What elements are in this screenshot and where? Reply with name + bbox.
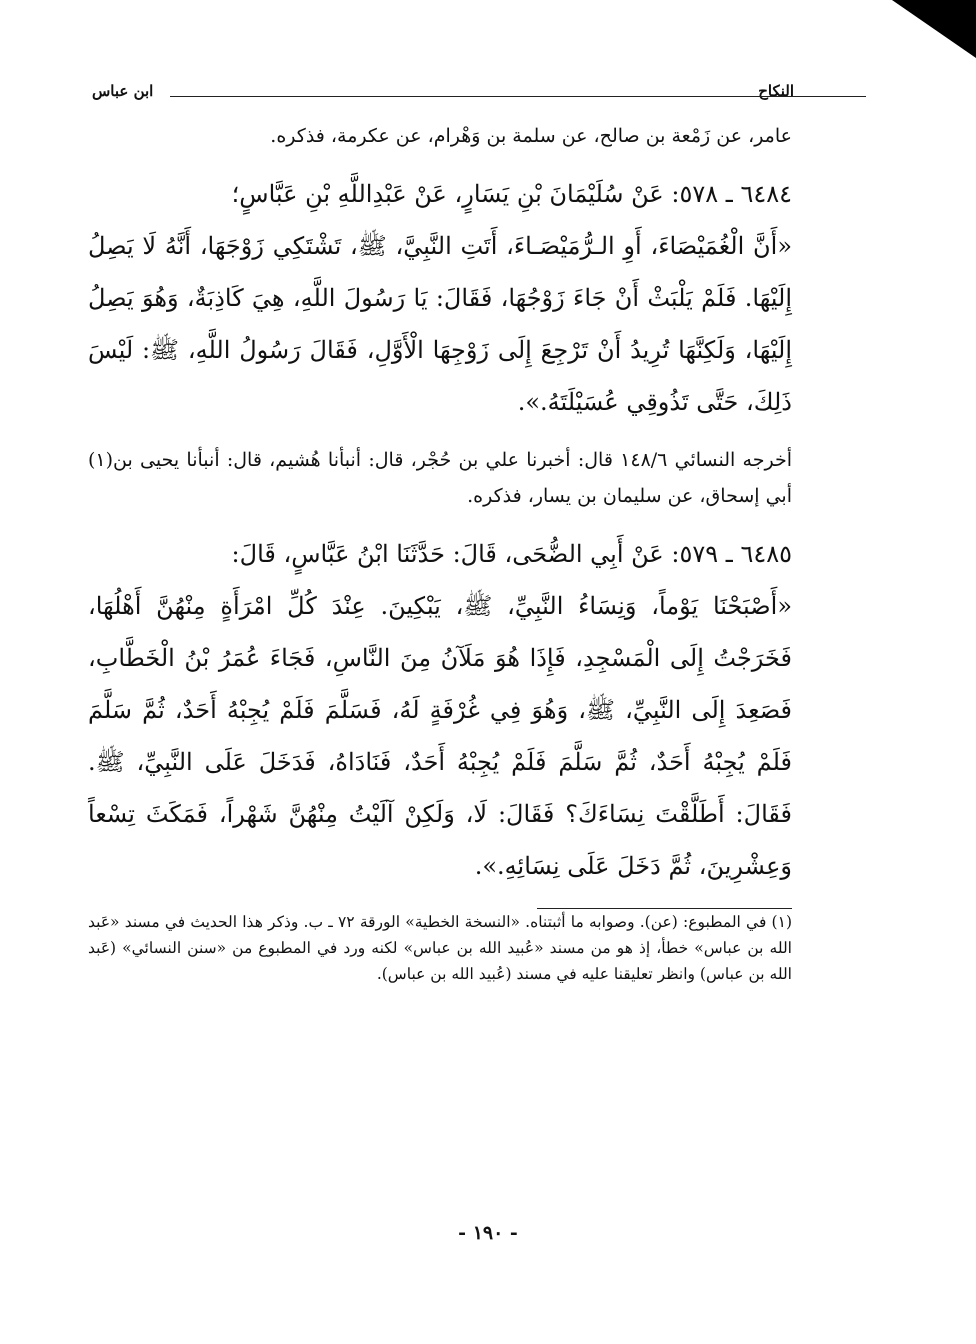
hadith-6484-matn: «أَنَّ الْغُمَيْصَاءَ، أَوِ الـرُّمَيْصَـاءَ، أَتَتِ النَّبِيَّ، ﷺ، تَشْتَكِي زَوْجَهَا، أَنَّهُ لَا يَصِلُ إِلَيْهَا. فَلَمْ يَلْبَثْ أَنْ جَاءَ زَوْجُهَا، فَقَالَ: يَا رَسُولَ اللَّهِ، هِيَ كَاذِبَةٌ، وَهُوَ يَصِلُ إِلَيْهَا، وَلَكِنَّهَا تُرِيدُ أَنْ تَرْجِعَ إِلَى زَوْجِهَا الْأَوَّلِ، فَقَالَ رَسُولُ اللَّهِ، ﷺ: لَيْسَ ذَلِكَ، حَتَّى تَذُوقِي عُسَيْلَتَهُ.». xyxy=(88,232,793,416)
footnote: (١) في المطبوع: (عن). وصوابه ما أثبتناه. «النسخة الخطية» الورقة ٧٢ ـ ب. وذكر هذا الحديث في مسند «عَبد الله بن عباس» خطأ، إذ هو من مسند «عُبيد الله بن عباس» لكنه ورد في المطبوع من «سنن النسائي» (عَبد الله بن عباس) وانظر تعليقنا عليه في مسند (عُبيد الله بن عباس). xyxy=(88,913,792,983)
hadith-6485-isnad: ٦٤٨٥ ـ ٥٧٩: عَنْ أَبِي الضُّحَى، قَالَ: حَدَّثَنَا ابْنُ عَبَّاسٍ، قَالَ: xyxy=(231,540,792,568)
hadith-6484-isnad: ٦٤٨٤ ـ ٥٧٨: عَنْ سُلَيْمَانَ بْنِ يَسَارٍ، عَنْ عَبْدِاللَّهِ بْنِ عَبَّاسٍ؛ xyxy=(231,180,792,208)
page-body xyxy=(88,118,792,987)
corner-mark xyxy=(892,0,976,58)
page-number: - ١٩٠ - xyxy=(458,1222,518,1244)
intro-paragraph: عامر، عن زَمْعة بن صالح، عن سلمة بن وَهْرام، عن عكرمة، فذكره. xyxy=(270,125,792,147)
hadith-6485-matn: «أَصْبَحْنَا يَوْماً، وَنِسَاءُ النَّبِيِّ، ﷺ، يَبْكِينَ. عِنْدَ كُلِّ امْرَأَةٍ مِنْهُنَّ أَهْلُهَا، فَخَرَجْتُ إِلَى الْمَسْجِدِ، فَإِذَا هُوَ مَلَآنُ مِنَ النَّاسِ، فَجَاءَ عُمَرُ بْنُ الْخَطَّابِ، فَصَعِدَ إِلَى النَّبِيِّ، ﷺ، وَهُوَ فِي غُرْفَةٍ لَهُ، فَسَلَّمَ فَلَمْ يُجِبْهُ أَحَدٌ، ثُمَّ سَلَّمَ فَلَمْ يُجِبْهُ أَحَدٌ، ثُمَّ سَلَّمَ فَلَمْ يُجِبْهُ أَحَدٌ، فَنَادَاهُ، فَدَخَلَ عَلَى النَّبِيِّ، ﷺ. فَقَالَ: أَطَلَّقْتَ نِسَاءَكَ؟ فَقَالَ: لَا، وَلَكِنْ آلَيْتُ مِنْهُنَّ شَهْراً، فَمَكَثَ تِسْعاً وَعِشْرِينَ، ثُمَّ دَخَلَ عَلَى نِسَائِهِ.». xyxy=(88,592,792,880)
running-header-chapter: النكاح xyxy=(758,82,794,100)
hadith-6484-takhrij: أخرجه النسائي ١٤٨/٦ قال: أخبرنا علي بن حُجْر، قال: أنبأنا هُشيم، قال: أنبأنا يحيى بن(١) أبي إسحاق، عن سليمان بن يسار، فذكره. xyxy=(88,449,792,507)
running-header-musnad: ابن عباس xyxy=(92,82,154,100)
header-rule xyxy=(170,96,866,97)
